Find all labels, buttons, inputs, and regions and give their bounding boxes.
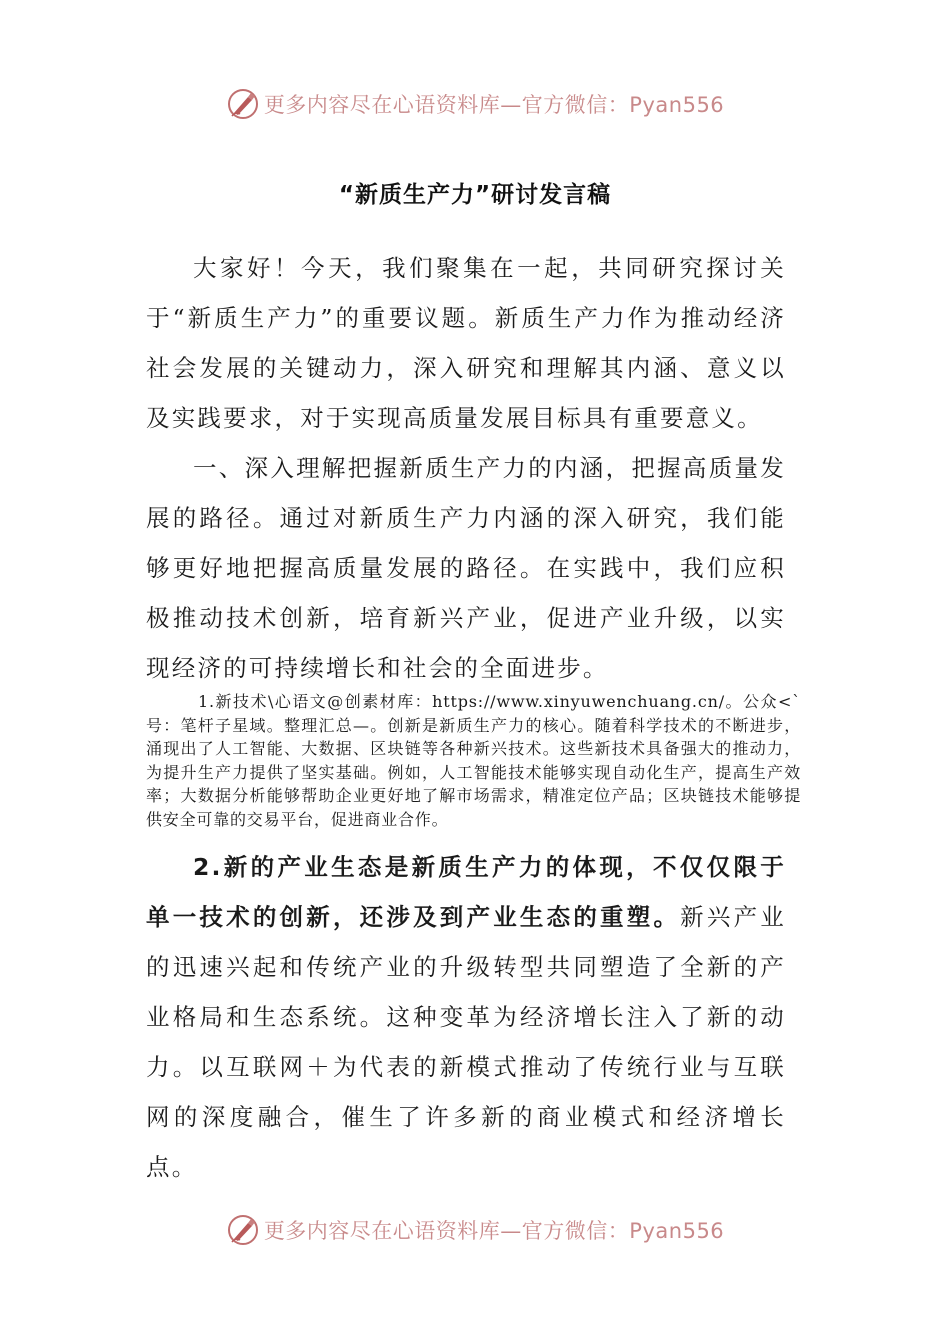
banner-text: 更多内容尽在心语资料库—官方微信：Pyan556 bbox=[263, 1219, 725, 1243]
pen-nib-logo-icon bbox=[226, 87, 260, 121]
footer-watermark-banner bbox=[0, 1208, 950, 1252]
paragraph-2-rest: 新兴产业的迅速兴起和传统产业的升级转型共同塑造了全新的产业格局和生态系统。这种变革为经济增长注入了新的动力。以互联网＋为代表的新模式推动了传统行业与互联网的深度融合，催生了许多新的商业模式和经济增长点。 bbox=[146, 903, 786, 1181]
main-body-upper bbox=[146, 243, 786, 693]
paragraph-2-bold-lead: 2.新的产业生态是新质生产力的体现，不仅仅限于单一技术的创新，还涉及到产业生态的重塑。 bbox=[146, 853, 786, 931]
main-body-lower bbox=[146, 842, 786, 1192]
header-watermark-banner bbox=[0, 82, 950, 126]
paragraph-intro: 大家好！今天，我们聚集在一起，共同研究探讨关于“新质生产力”的重要议题。新质生产力作为推动经济社会发展的关键动力，深入研究和理解其内涵、意义以及实践要求，对于实现高质量发展目标具有重要意义。 bbox=[146, 254, 786, 432]
paragraph-section-1: 一、深入理解把握新质生产力的内涵，把握高质量发展的路径。通过对新质生产力内涵的深入研究，我们能够更好地把握高质量发展的路径。在实践中，我们应积极推动技术创新，培育新兴产业，促进产业升级，以实现经济的可持续增长和社会的全面进步。 bbox=[146, 454, 786, 682]
paragraph-industry-ecology bbox=[146, 842, 786, 1192]
pen-nib-logo-icon bbox=[226, 1213, 260, 1247]
banner-text: 更多内容尽在心语资料库—官方微信：Pyan556 bbox=[263, 93, 725, 117]
paragraph-new-technology: 1.新技术\心语文@创素材库：https://www.xinyuwenchuang.cn/。公众<`号：笔杆子星域。整理汇总—。创新是新质生产力的核心。随着科学技术的不断进步，涌现出了人工智能、大数据、区块链等各种新兴技术。这些新技术具备强大的推动力，为提升生产力提供了坚实基础。例如，人工智能技术能够实现自动化生产，提高生产效率；大数据分析能够帮助企业更好地了解市场需求，精准定位产品；区块链技术能够提供安全可靠的交易平台，促进商业合作。 bbox=[146, 692, 801, 829]
document-title: “新质生产力”研讨发言稿 bbox=[338, 182, 612, 208]
small-font-paragraph-block bbox=[146, 690, 801, 831]
